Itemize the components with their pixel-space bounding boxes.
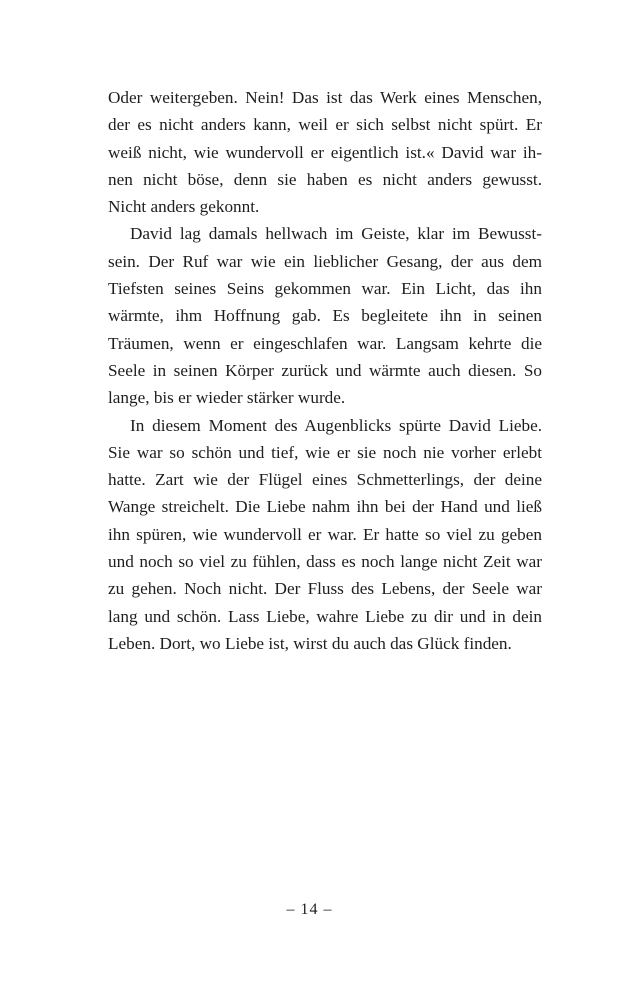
body-text — [108, 84, 542, 657]
page-number: – 14 – — [286, 901, 333, 918]
text-line: ihn spüren, wie wundervoll er war. Er hatte so viel zu geben — [108, 524, 542, 544]
text-line: Nicht anders gekonnt. — [108, 197, 260, 217]
text-line: lange, bis er wieder stärker wurde. — [108, 388, 346, 408]
text-line: Sie war so schön und tief, wie er sie noch nie vorher erlebt — [108, 442, 542, 462]
text-line: Tiefsten seines Seins gekommen war. Ein Licht, das ihn — [108, 279, 542, 299]
text-line: Träumen, wenn er eingeschlafen war. Langsam kehrte die — [108, 333, 542, 353]
text-line: hatte. Zart wie der Flügel eines Schmetterlings, der deine — [108, 470, 542, 490]
text-line: Wange streichelt. Die Liebe nahm ihn bei der Hand und ließ — [108, 497, 542, 517]
text-line: Leben. Dort, wo Liebe ist, wirst du auch das Glück finden. — [108, 633, 512, 653]
text-line: Seele in seinen Körper zurück und wärmte auch diesen. So — [108, 360, 542, 380]
text-line: Oder weitergeben. Nein! Das ist das Werk eines Menschen, — [108, 88, 542, 107]
text-line: weiß nicht, wie wundervoll er eigentlich ist.« David war ih- — [108, 142, 542, 162]
text-line: wärmte, ihm Hoffnung gab. Es begleitete ihn in seinen — [108, 306, 542, 326]
text-line: der es nicht anders kann, weil er sich selbst nicht spürt. Er — [108, 115, 542, 135]
text-line: lang und schön. Lass Liebe, wahre Liebe zu dir und in dein — [108, 606, 542, 626]
text-line: nen nicht böse, denn sie haben es nicht anders gewusst. — [108, 169, 542, 189]
text-line: In diesem Moment des Augenblicks spürte David Liebe. — [130, 415, 542, 435]
text-line: sein. Der Ruf war wie ein lieblicher Gesang, der aus dem — [108, 251, 542, 271]
text-line: und noch so viel zu fühlen, dass es noch lange nicht Zeit war — [108, 552, 542, 572]
text-line: David lag damals hellwach im Geiste, klar im Bewusst- — [130, 224, 542, 244]
text-line: zu gehen. Noch nicht. Der Fluss des Lebens, der Seele war — [108, 579, 542, 599]
